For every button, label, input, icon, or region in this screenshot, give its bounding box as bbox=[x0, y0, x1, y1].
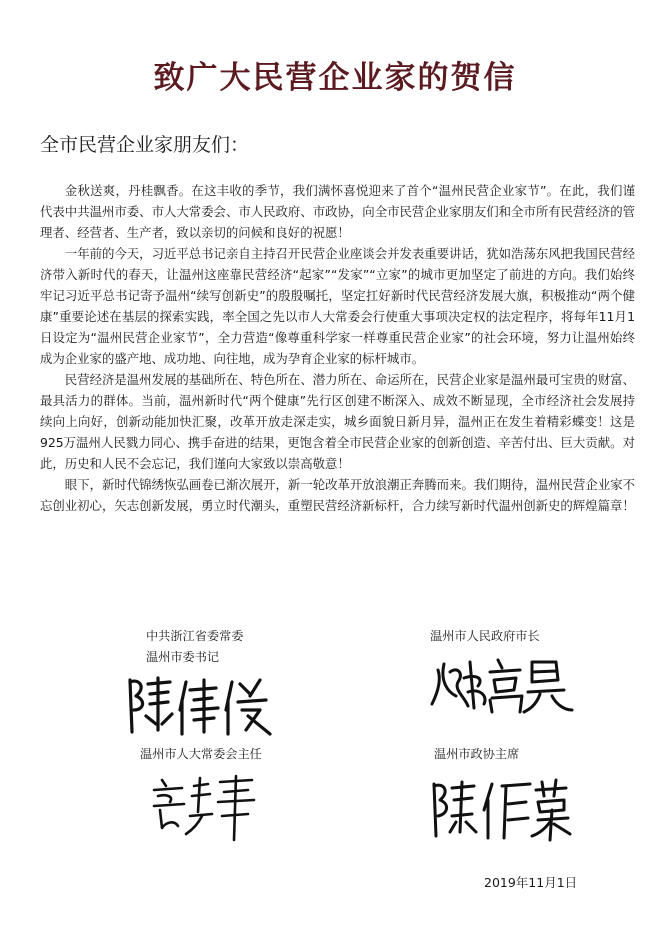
paragraph-1: 金秋送爽，丹桂飘香。在这丰收的季节，我们满怀喜悦迎来了首个“温州民营企业家节”。在此，我们谨代表中共温州市委、市人大常委会、市人民政府、市政协，向全市民营企业家朋友们和全市所有民营经济的管理者、经营者、生产者，致以亲切的问候和良好的祝愿！ bbox=[40, 183, 635, 240]
signatory-title-line1: 温州市人民政府市长 bbox=[430, 629, 540, 643]
paragraph-4: 眼下，新时代锦绣恢弘画卷已渐次展开，新一轮改革开放浪潮正奔腾而来。我们期待，温州民营企业家不忘创业初心，矢志创新发展，勇立时代潮头，重塑民营经济新标杆，合力续写新时代温州创新史的辉煌篇章！ bbox=[40, 477, 635, 513]
signature-cppcc bbox=[426, 774, 576, 844]
signature-congress bbox=[148, 772, 268, 844]
signatory-party-secretary bbox=[146, 626, 244, 668]
salutation: 全市民营企业家朋友们： bbox=[40, 134, 250, 156]
signature-party-secretary bbox=[120, 670, 280, 740]
paragraph-2: 一年前的今天，习近平总书记亲自主持召开民营企业座谈会并发表重要讲话，犹如浩荡东风把我国民营经济带入新时代的春天，让温州这座靠民营经济“起家”“发家”“立家”的城市更加坚定了前进的方向。我们始终牢记习近平总书记寄予温州“续写创新史”的殷殷嘱托，坚定扛好新时代民营经济发展大旗，积极推动“两个健康”重要论述在基层的探索实践，率全国之先以市人大常委会行使重大事项决定权的法定程序，将每年11月1日设定为“温州民营企业家节”，全力营造“像尊重科学家一样尊重民营企业家”的社会环境，努力让温州始终成为企业家的盛产地、成功地、向往地，成为孕育企业家的标杆城市。 bbox=[40, 246, 635, 366]
paragraph-3: 民营经济是温州发展的基础所在、特色所在、潜力所在、命运所在，民营企业家是温州最可宝贵的财富、最具活力的群体。当前，温州新时代“两个健康”先行区创建不断深入、成效不断显现，全市经济社会发展持续向上向好，创新动能加快汇聚，改革开放走深走实，城乡面貌日新月异，温州正在发生着精彩蝶变！这是925万温州人民戮力同心、携手奋进的结果，更饱含着全市民营企业家的创新创造、辛苦付出、巨大贡献。对此，历史和人民不会忘记，我们谨向大家致以崇高敬意！ bbox=[40, 372, 635, 471]
signatory-cppcc bbox=[434, 744, 519, 765]
letter-date: 2019年11月1日 bbox=[484, 875, 578, 890]
letter-title: 致广大民营企业家的贺信 bbox=[153, 60, 517, 96]
signatory-mayor bbox=[430, 626, 540, 647]
letter-body bbox=[40, 180, 635, 516]
signatory-title-line2: 温州市委书记 bbox=[146, 650, 220, 664]
signatory-title-line1: 温州市政协主席 bbox=[434, 747, 520, 761]
signatory-title-line1: 中共浙江省委常委 bbox=[146, 629, 244, 643]
signatory-title-line1: 温州市人大常委会主任 bbox=[140, 747, 262, 761]
signatory-congress bbox=[140, 744, 262, 765]
signature-mayor bbox=[428, 652, 578, 716]
